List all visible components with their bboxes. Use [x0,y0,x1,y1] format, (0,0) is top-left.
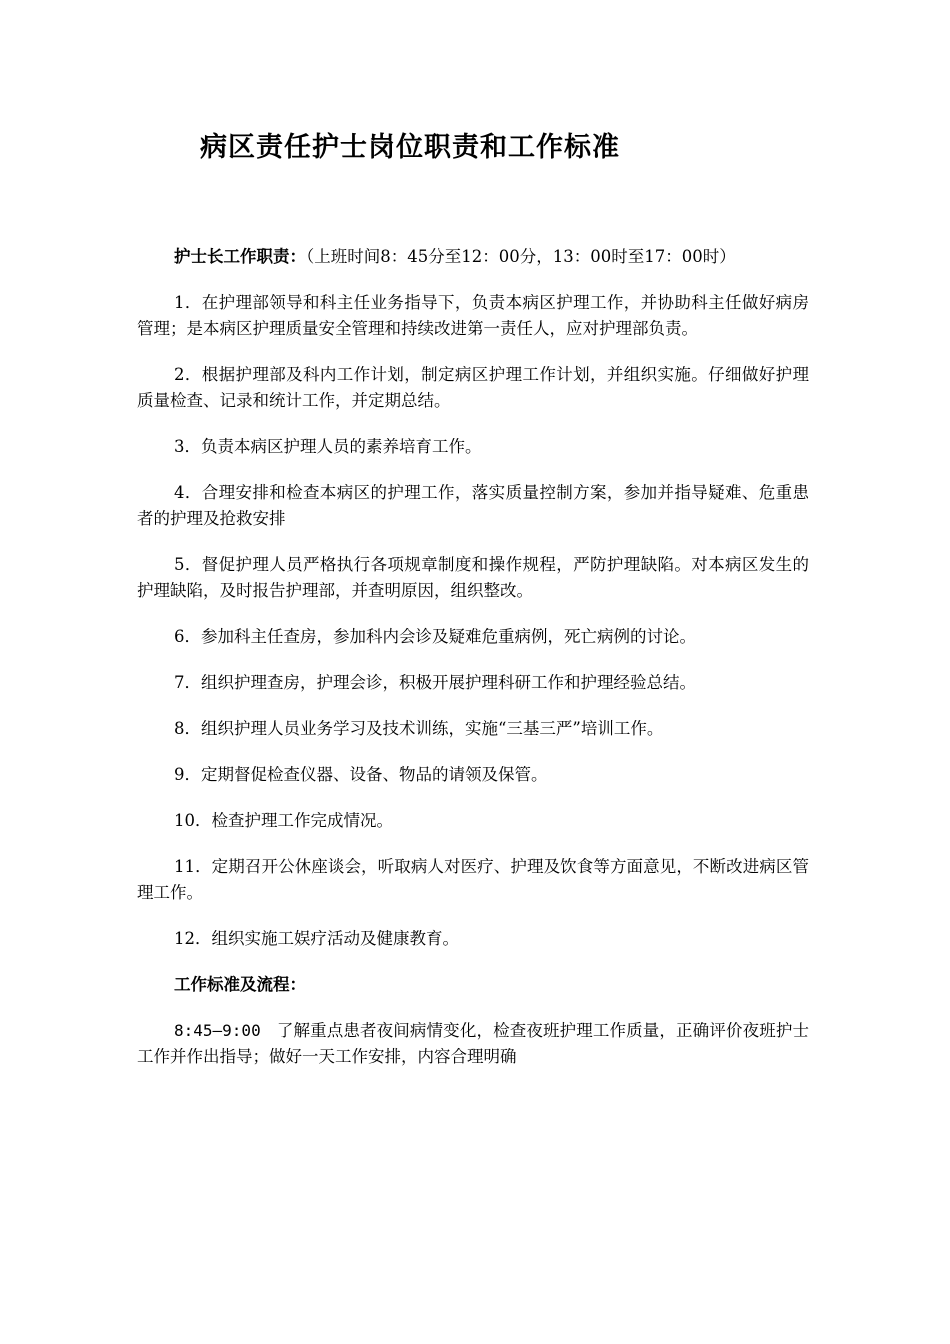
duty-item: 3．负责本病区护理人员的素养培育工作。 [174,437,482,456]
duty-item: 4．合理安排和检查本病区的护理工作，落实质量控制方案，参加并指导疑难、危重患者的护理及抢救安排 [137,483,809,528]
work-hours: （上班时间8：45分至12：00分，13：00时至17：00时） [306,247,736,266]
duty-item: 11．定期召开公休座谈会，听取病人对医疗、护理及饮食等方面意见，不断改进病区管理工作。 [137,857,809,902]
duty-item: 10．检查护理工作完成情况。 [174,811,393,830]
duty-item: 1．在护理部领导和科主任业务指导下，负责本病区护理工作，并协助科主任做好病房管理；是本病区护理质量安全管理和持续改进第一责任人，应对护理部负责。 [137,293,809,338]
duty-item: 9．定期督促检查仪器、设备、物品的请领及保管。 [174,765,548,784]
duty-item: 12．组织实施工娱疗活动及健康教育。 [174,929,459,948]
duty-item: 7．组织护理查房，护理会诊，积极开展护理科研工作和护理经验总结。 [174,673,696,692]
entry-text: 了解重点患者夜间病情变化，检查夜班护理工作质量，正确评价夜班护士工作并作出指导；做好一天工作安排，内容合理明确 [137,1021,809,1066]
duty-item: 8．组织护理人员业务学习及技术训练，实施“三基三严”培训工作。 [174,719,664,738]
document-body [137,244,809,1090]
document-title: 病区责任护士岗位职责和工作标准 [200,132,620,163]
duty-item: 2．根据护理部及科内工作计划，制定病区护理工作计划，并组织实施。仔细做好护理质量检查、记录和统计工作，并定期总结。 [137,365,809,410]
standards-entry [137,1018,809,1070]
entry-time: 8:45—9:00 [174,1021,261,1040]
head-nurse-intro [137,244,809,270]
head-nurse-heading: 护士长工作职责： [174,247,306,266]
standards-heading: 工作标准及流程： [174,975,306,994]
duty-item: 5．督促护理人员严格执行各项规章制度和操作规程，严防护理缺陷。对本病区发生的护理缺陷，及时报告护理部，并查明原因，组织整改。 [137,555,809,600]
duty-item: 6．参加科主任查房，参加科内会诊及疑难危重病例，死亡病例的讨论。 [174,627,696,646]
